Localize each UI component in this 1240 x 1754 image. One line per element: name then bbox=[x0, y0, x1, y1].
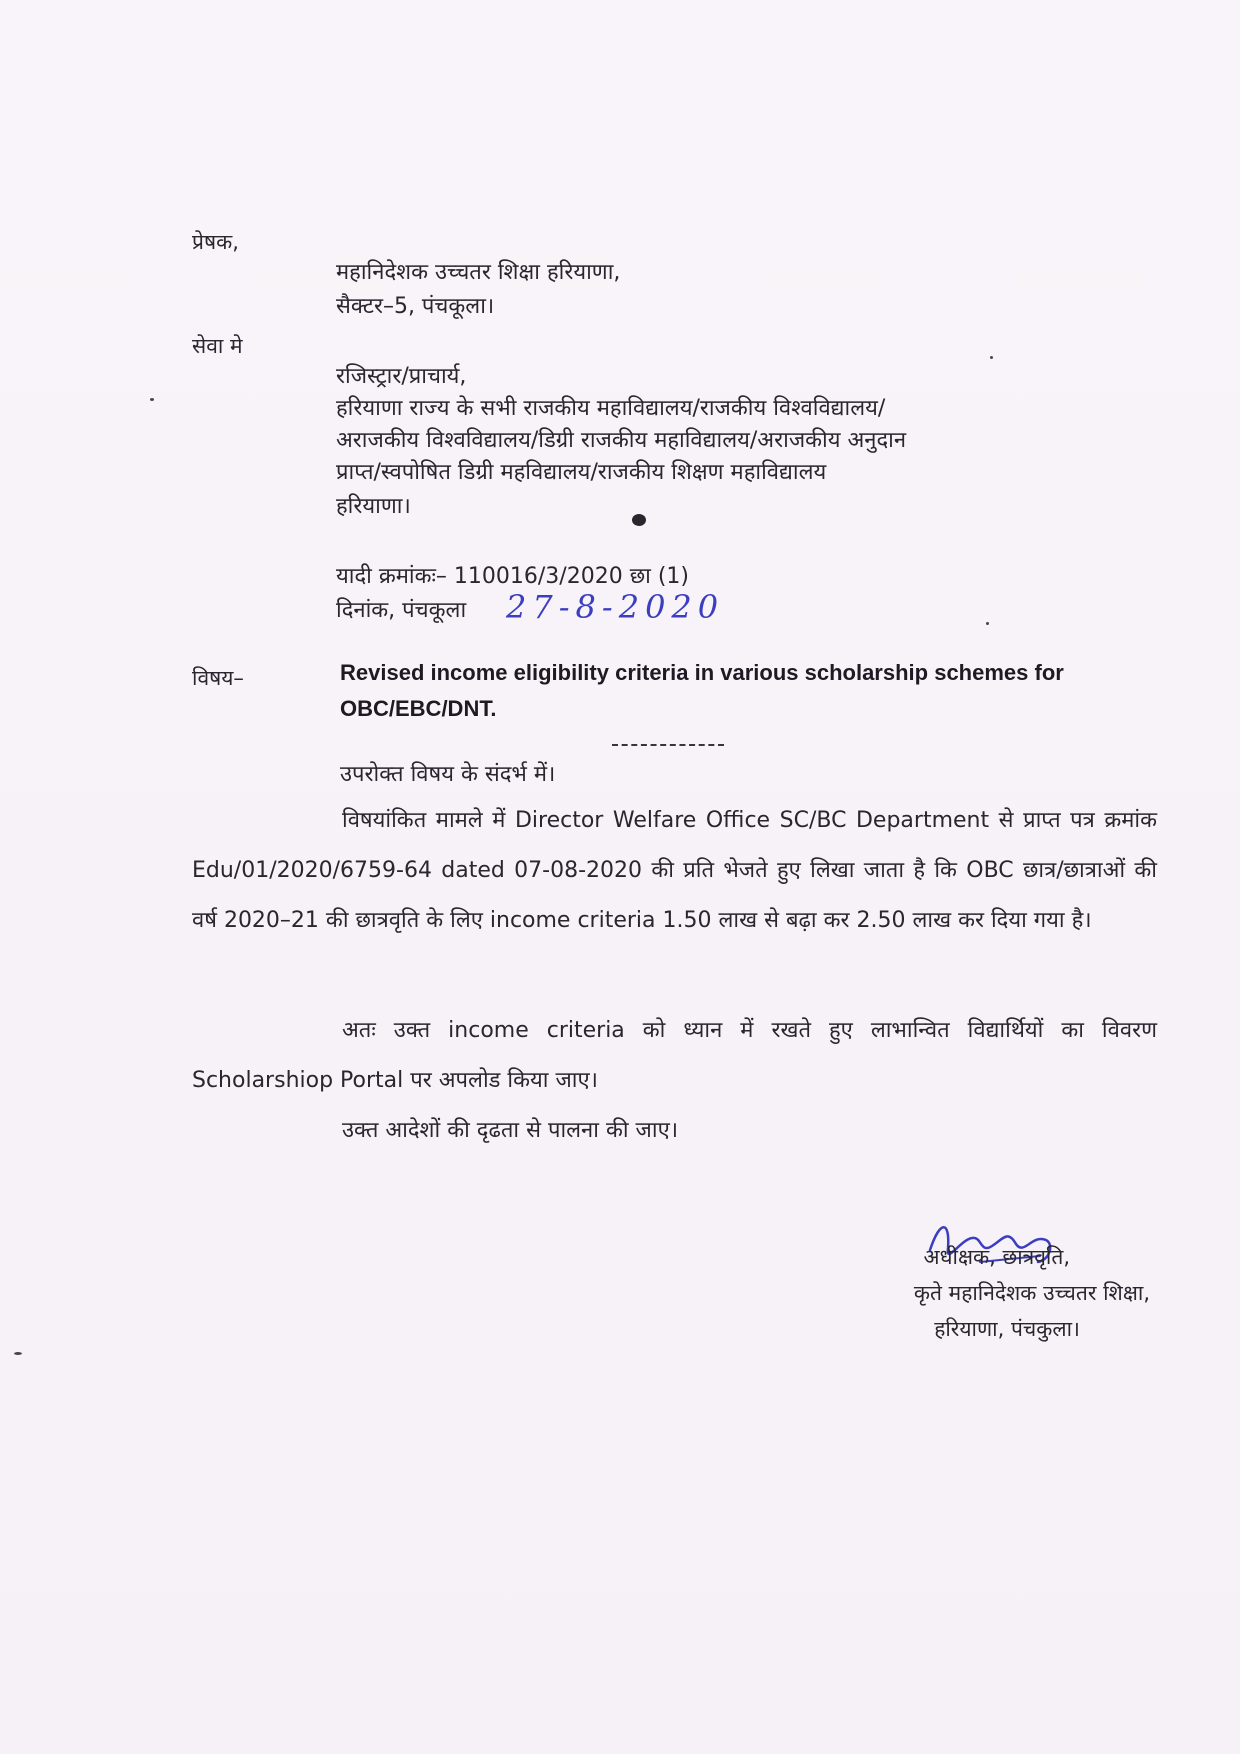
memo-number: यादी क्रमांकः– 110016/3/2020 छा (1) bbox=[336, 564, 689, 589]
subject-line-2: OBC/EBC/DNT. bbox=[340, 696, 497, 721]
recipient-line-2: हरियाणा राज्य के सभी राजकीय महाविद्यालय/राजकीय विश्वविद्यालय/ bbox=[336, 396, 886, 421]
recipient-line-5: हरियाणा। bbox=[336, 494, 411, 519]
recipient-line-3: अराजकीय विश्वविद्यालय/डिग्री राजकीय महाविद्यालय/अराजकीय अनुदान bbox=[336, 428, 907, 453]
signature-office: कृते महानिदेशक उच्चतर शिक्षा, bbox=[913, 1281, 1150, 1305]
sender-label: प्रेषक, bbox=[192, 230, 239, 254]
sender-line-1: महानिदेशक उच्चतर शिक्षा हरियाणा, bbox=[336, 260, 621, 285]
recipient-line-4: प्राप्त/स्वपोषित डिग्री महविद्यालय/राजकीय शिक्षण महाविद्यालय bbox=[336, 460, 827, 485]
scan-speck bbox=[986, 622, 989, 625]
reference-line: उपरोक्त विषय के संदर्भ में। bbox=[340, 762, 556, 787]
scan-speck bbox=[14, 1352, 22, 1355]
recipient-line-1: रजिस्ट्रार/प्राचार्य, bbox=[336, 364, 467, 389]
sender-line-2: सैक्टर–5, पंचकूला। bbox=[336, 294, 495, 319]
paragraph-1 bbox=[192, 796, 1157, 946]
date-label: दिनांक, पंचकूला bbox=[336, 598, 467, 623]
scan-speck bbox=[990, 356, 993, 359]
recipient-label: सेवा मे bbox=[192, 334, 243, 358]
signature-designation: अधीक्षक, छात्रवृति, bbox=[923, 1245, 1070, 1269]
ink-blot bbox=[632, 514, 646, 526]
paragraph-1-text: विषयांकित मामले में Director Welfare Office SC/BC Department से प्राप्त पत्र क्रमांक Edu/01/2020/6759-64 dated 07-08-2020 की प्रति भेजते हुए लिखा जाता है कि OBC छात्र/छात्राओं की वर्ष 2020–21 की छात्रवृति के लिए income criteria 1.50 लाख से बढ़ा कर 2.50 लाख कर दिया गया है। bbox=[192, 808, 1157, 933]
handwritten-date: 27-8-2020 bbox=[506, 588, 725, 626]
subject-label: विषय– bbox=[192, 666, 244, 690]
paragraph-2 bbox=[192, 1006, 1157, 1106]
signature-location: हरियाणा, पंचकुला। bbox=[934, 1317, 1080, 1341]
paragraph-2-text: अतः उक्त income criteria को ध्यान में रखते हुए लाभान्वित विद्यार्थियों का विवरण Scholarshiop Portal पर अपलोड किया जाए। bbox=[192, 1018, 1157, 1093]
scan-speck bbox=[150, 398, 154, 401]
paragraph-3-text: उक्त आदेशों की दृढता से पालना की जाए। bbox=[342, 1118, 679, 1143]
paragraph-3 bbox=[192, 1106, 1157, 1156]
subject-line-1: Revised income eligibility criteria in various scholarship schemes for bbox=[340, 660, 1064, 685]
subject-divider bbox=[612, 744, 724, 746]
